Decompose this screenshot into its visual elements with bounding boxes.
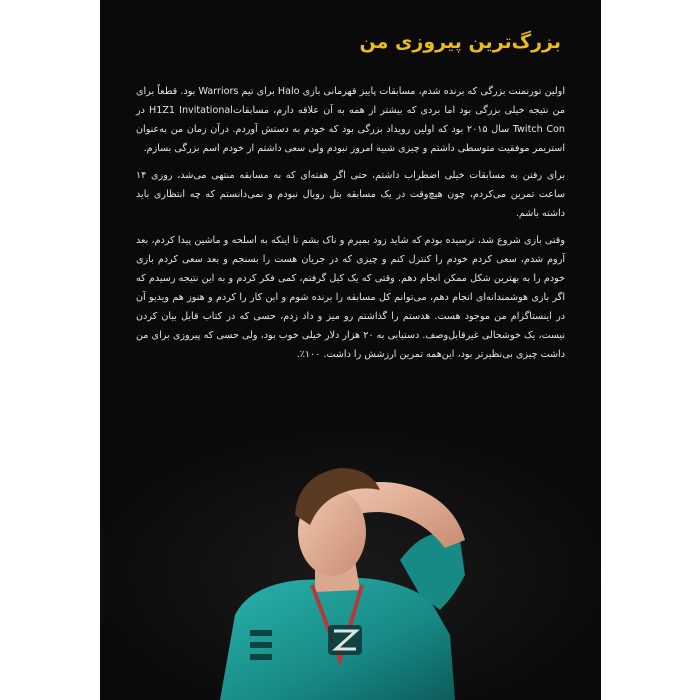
paragraph-2: برای رفتن به مسابقات خیلی اضطراب داشتم، حتی اگر هفته‌ای که به مسابقه منتهی می‌شد، روزی ۱۴ ساعت تمرین می‌کردم، چون هیچ‌وقت در یک مسابقه بتل رویال نبودم و نمی‌دانستم که چه انتظاری باید داشته باشم.	[136, 170, 565, 219]
page-title: بزرگ‌ترین پیروزی من	[359, 31, 561, 53]
paragraph-3: وقتی بازی شروع شد، ترسیده بودم که شاید زود بمیرم و ناک بشم تا اینکه به اسلحه و ماشین پیدا کردم، بعد آروم شدم، سعی کردم خودم را کنترل کنم و چیزی که در جریان هست را بسنجم و بعد سعی کردم بازی خودم را به بهترین شکل ممکن انجام دهم. وقتی که یک کیل گرفتم، کمی فکر کردم و به این نتیجه رسیدم که اگر بازی هوشمندانه‌ای انجام دهم، می‌توانم کل مسابقه را برنده شوم و این کار را کردم و هنوز هم ویدیو آن در اینستاگرام من موجود هست. هدستم را گذاشتم رو میز و داد زدم، حسی که در کتاب قابل بیان کردن نیست، یک خوشحالی غیرقابل‌وصف. دستیابی به ۲۰ هزار دلار خیلی خوب بود، ولی حسی که پیروزی برای من داشت چیزی بی‌نظیرتر بود، این‌همه تمرین ارزشش را داشت. ۱۰۰٪.	[136, 235, 565, 360]
book-page	[100, 0, 601, 700]
page-body	[136, 82, 565, 372]
player-photo	[100, 420, 601, 700]
paragraph-1: اولین تورنمنت بزرگی که برنده شدم، مسابقات پاییز قهرمانی بازی Halo برای تیم Warriors بود. قطعاً برای من نتیجه خیلی بزرگی بود اما بردی که بیشتر از همه به آن علاقه دارم، مسابقاتH1Z1 Invitational در Twitch Con سال ۲۰۱۵ بود که اولین رویداد بزرگی بود که خودم به دستش آوردم. درآن زمان من به‌عنوان استریمر موفقیت متوسطی داشتم و چیزی شبیه امروز نبودم ولی سعی داشتم از خودم اسم بزرگی بسازم.	[136, 86, 565, 154]
